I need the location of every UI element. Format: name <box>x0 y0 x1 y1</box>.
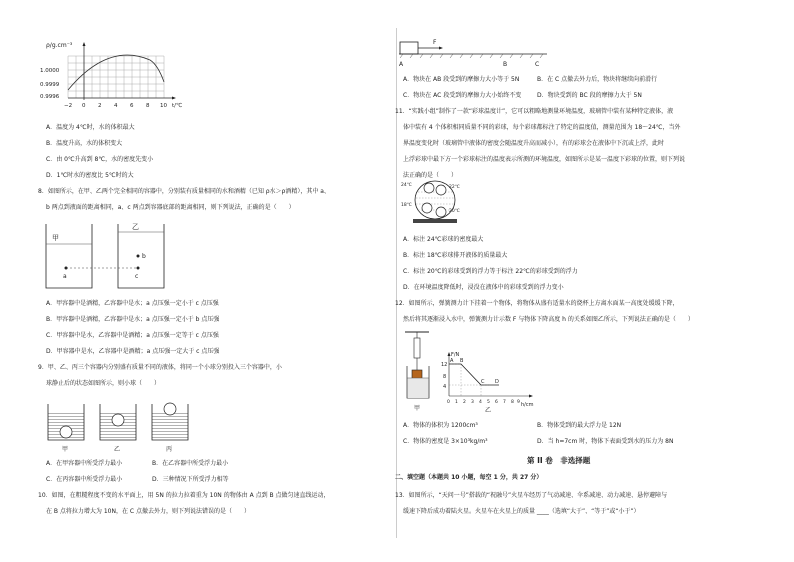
q10-text-line1: 10．如图，在粗糙程度不变的水平面上，用 5N 的拉力拉着重为 10N 的物体由 A 点到 B 点做匀速直线运动， <box>38 492 330 499</box>
q8-text-line2: b 两点到液面的距离相同，a、c 两点到容器底部的距离相同，则下列说法，正确的是（ ） <box>46 204 295 211</box>
graph-xtick-0: 0 <box>447 400 450 405</box>
point-b-label: B <box>503 61 508 68</box>
q10-option-c: C．物块在 AC 段受到的摩擦力大小始终不变 <box>403 92 522 99</box>
q9-option-d: D．三种情况下所受浮力相等 <box>152 476 229 483</box>
container-jia-label: 甲 <box>52 234 59 242</box>
container-yi-label: 乙 <box>132 223 139 231</box>
q12-option-d: D．当 h=7cm 时，物体下表面受到水的压力为 8N <box>537 438 674 445</box>
graph-xtick-5: 5 <box>487 400 490 405</box>
ytick-2: 0.9999 <box>40 82 60 88</box>
graph-xlabel: t/℃ <box>172 103 183 109</box>
right-page <box>397 0 794 562</box>
q11-option-d: D．在环境温度降低时，浸没在液体中的彩球受到的浮力变小 <box>403 284 564 291</box>
graph-ylabel: ρ/g.cm⁻³ <box>46 42 73 49</box>
q13-text-line1: 13．如图所示，“天问一号”搭载的“祝融号”火星车经历了气动减速、伞系减速、动力减速、悬停避障与 <box>395 492 668 499</box>
ytick-1: 1.0000 <box>40 68 60 74</box>
q12-text-line2: 然后将其逐渐浸入水中，弹簧测力计示数 F 与物体下降高度 h 的关系如图乙所示，下列说法正确的是（ ） <box>403 316 694 323</box>
beaker-jia-label: 甲 <box>62 446 69 453</box>
q8-text-line1: 8．如图所示，在甲、乙两个完全相同的容器中，分别装有质量相同的水和酒精（已知 ρ水＞ρ酒精），其中 a、 <box>38 188 330 195</box>
q8-option-c: C．甲容器中是水，乙容器中是酒精；a 点压强一定等于 c 点压强 <box>46 332 219 339</box>
section-subtitle: 二、填空题（本题共 10 小题，每空 1 分，共 27 分） <box>395 474 543 481</box>
q8-option-b: B．甲容器中是酒精，乙容器中是水；a 点压强一定小于 b 点压强 <box>46 316 220 323</box>
q11-option-c: C．标注 20℃的彩球受到的浮力等于标注 22℃的彩球受到的浮力 <box>403 268 578 275</box>
q10-text-line2: 在 B 点将拉力增大为 10N，在 C 点撤去外力，则下列说法错误的是（ ） <box>46 508 250 515</box>
q12-text-line1: 12．如图所示，弹簧测力计下挂着一个物体，将物体从盛有适量水的烧杯上方离水面某一高度处缓缓下降， <box>395 300 679 307</box>
q9-option-c: C．在丙容器中所受浮力最小 <box>46 476 123 483</box>
figure-yi-label: 乙 <box>485 407 492 414</box>
point-a-label: A <box>399 61 404 68</box>
q11-option-b: B．标注 18℃彩球排开液体的质量最大 <box>403 252 508 259</box>
graph-ylabel: F/N <box>451 352 460 358</box>
q9-option-a: A．在甲容器中所受浮力最小 <box>46 460 123 467</box>
xtick-2: 0 <box>82 103 86 109</box>
beakers-figure <box>40 394 190 454</box>
graph-ytick-8: 8 <box>443 374 447 380</box>
q11-text-line5: 法正确的是（ ） <box>403 172 458 179</box>
graph-xtick-4: 4 <box>479 400 482 405</box>
xtick-4: 4 <box>114 103 118 109</box>
q7-option-b: B．温度升高，水的体积变大 <box>46 140 123 147</box>
q11-text-line1: 11．“实践小组”制作了一款“彩球温度计”，它可以粗略地测量环境温度，玻璃管中装有某种特定液体，液 <box>395 108 674 115</box>
graph-xtick-8: 8 <box>511 400 514 405</box>
graph-xtick-3: 3 <box>471 400 474 405</box>
point-c-label: c <box>135 273 139 280</box>
graph-ytick-12: 12 <box>441 362 448 368</box>
point-a-label: a <box>63 273 67 280</box>
q7-option-d: D．1℃时水的密度比 5℃时的大 <box>46 172 134 179</box>
figure-jia-label: 甲 <box>414 405 421 412</box>
graph-ytick-4: 4 <box>443 384 447 390</box>
ball-label-22: 22℃ <box>449 185 460 190</box>
graph-point-d: D <box>495 379 499 385</box>
xtick-7: 10 <box>160 103 167 109</box>
q9-text-line1: 9．甲、乙、丙三个容器内分别盛有质量不同的液体，将同一个小球分别投入三个容器中，小 <box>38 364 282 371</box>
density-temperature-graph <box>38 38 188 118</box>
q9-text-line2: 球静止后的状态如图所示，则小球（ ） <box>46 380 161 387</box>
q10-option-b: B．在 C 点撤去外力后，物块将继续向前滑行 <box>537 76 658 83</box>
q8-option-d: D．甲容器中是水，乙容器中是酒精；a 点压强一定大于 c 点压强 <box>46 348 220 355</box>
ball-label-20: 20℃ <box>449 209 460 214</box>
graph-xtick-1: 1 <box>455 400 458 405</box>
graph-point-c: C <box>481 379 485 385</box>
beaker-yi-label: 乙 <box>114 446 121 453</box>
xtick-6: 8 <box>146 103 150 109</box>
q11-text-line2: 体中装有 4 个体积相同质量不同的彩球，每个彩球都标注了特定的温度值，测量范围为 18～24℃，当外 <box>403 124 681 131</box>
q11-option-a: A．标注 24℃彩球的密度最大 <box>403 236 484 243</box>
containers-figure <box>40 216 170 292</box>
ball-label-18: 18℃ <box>401 203 412 208</box>
xtick-1: −2 <box>64 103 73 109</box>
beaker-bing-label: 丙 <box>166 446 173 453</box>
section-title: 第 II 卷 非选择题 <box>527 456 591 465</box>
graph-point-b: B <box>460 358 464 364</box>
force-f-label: F <box>433 39 437 46</box>
q13-text-line2: 缓速下降后成功着陆火星。火星车在火星上的质量 ____（选填“大于”、“等于”或“小于”） <box>403 508 640 515</box>
point-c-label: C <box>535 61 540 68</box>
graph-xlabel: h/cm <box>521 402 534 408</box>
graph-xtick-2: 2 <box>463 400 466 405</box>
graph-xtick-6: 6 <box>495 400 498 405</box>
q7-option-a: A．温度为 4℃时，水的体积最大 <box>46 124 135 131</box>
q10-option-d: D．物块受到的 BC 段的摩擦力大于 5N <box>537 92 642 99</box>
ball-label-24: 24℃ <box>401 183 412 188</box>
point-b-label: b <box>142 253 146 260</box>
graph-xtick-7: 7 <box>503 400 506 405</box>
q11-text-line4: 上浮彩球中最下方一个彩球标注的温度表示所测的环境温度，如图所示是某一温度下彩球的位置，则下列说 <box>403 156 686 163</box>
graph-xtick-9: 9 <box>517 400 520 405</box>
q10-option-a: A．物块在 AB 段受到的摩擦力大小等于 5N <box>403 76 520 83</box>
q9-option-b: B．在乙容器中所受浮力最小 <box>152 460 229 467</box>
spring-scale-figure <box>403 326 553 414</box>
q12-option-b: B．物体受到的最大浮力是 12N <box>537 422 622 429</box>
xtick-5: 6 <box>130 103 134 109</box>
q8-option-a: A．甲容器中是酒精，乙容器中是水；a 点压强一定小于 c 点压强 <box>46 300 219 307</box>
q7-option-c: C．由 0℃升高到 8℃，水的密度先变小 <box>46 156 154 163</box>
q12-option-c: C．物体的密度是 3×10³kg/m³ <box>403 438 488 445</box>
graph-point-a: A <box>450 358 454 364</box>
q12-option-a: A．物体的体积为 1200cm³ <box>403 422 478 429</box>
ytick-3: 0.9996 <box>40 94 60 100</box>
xtick-3: 2 <box>98 103 102 109</box>
ball-thermometer-figure <box>403 178 473 228</box>
q11-text-line3: 界温度变化时（玻璃管中液体的密度会随温度升高而减小），有的彩球会在液体中下沉或上浮，此时 <box>403 140 665 147</box>
block-surface-figure <box>397 34 557 70</box>
